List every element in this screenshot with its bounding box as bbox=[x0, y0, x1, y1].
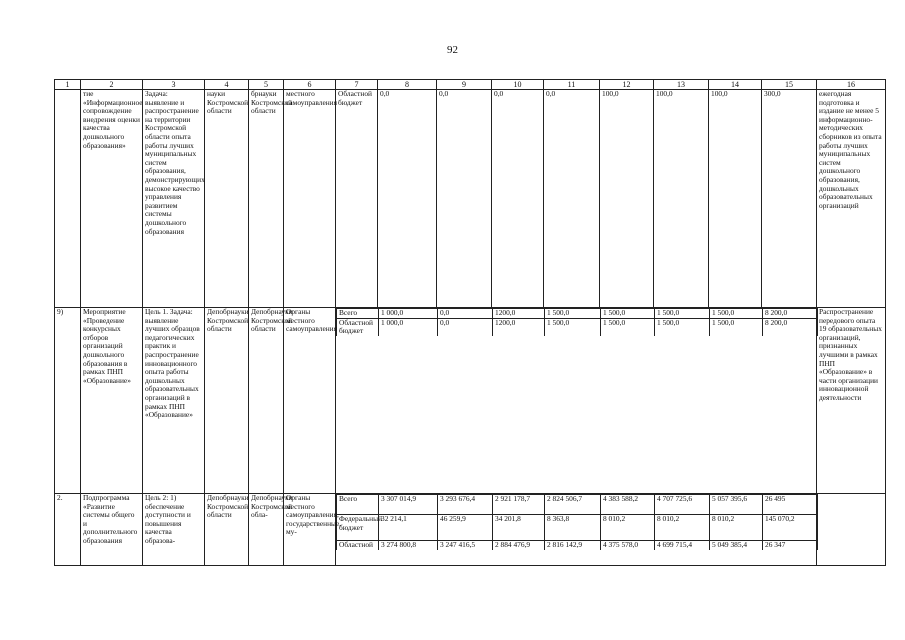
expected-result: Распространение передового опыта 19 образовательных организаций, признанных лучшими в рамках ПНП «Образование» в части организации инновационной деятельности bbox=[817, 308, 886, 494]
amount-cell: 2 884 476,9 bbox=[493, 541, 545, 550]
row-number: 9) bbox=[55, 308, 81, 494]
funding-source: Областной бюджет bbox=[336, 90, 378, 308]
responsible-executor: науки Костромской области bbox=[205, 90, 249, 308]
amount-cell: 1 500,0 bbox=[655, 309, 710, 319]
co-executor: Депобрнауки Костромской обла- bbox=[249, 494, 284, 566]
amount-cell: 8 200,0 bbox=[763, 309, 818, 319]
amount-cell: 34 201,8 bbox=[493, 515, 545, 541]
col-header: 9 bbox=[437, 80, 492, 90]
amount-cell: 4 699 715,4 bbox=[655, 541, 710, 550]
row-number bbox=[55, 90, 81, 308]
amount-cell: 1200,0 bbox=[493, 318, 545, 336]
col-header: 15 bbox=[762, 80, 817, 90]
funding-row bbox=[337, 515, 818, 541]
col-header: 16 bbox=[817, 80, 886, 90]
amount-cell: 1 500,0 bbox=[710, 309, 763, 319]
amount-cell: 5 057 395,6 bbox=[710, 495, 763, 515]
funding-row bbox=[337, 495, 818, 515]
col-header: 5 bbox=[249, 80, 284, 90]
amount-cell: 100,0 bbox=[709, 90, 762, 308]
amount-cell: 1 500,0 bbox=[710, 318, 763, 336]
col-header: 2 bbox=[81, 80, 143, 90]
amount-cell: 3 307 014,9 bbox=[379, 495, 438, 515]
expected-result bbox=[817, 494, 886, 566]
amount-cell: 0,0 bbox=[438, 309, 493, 319]
amount-cell: 300,0 bbox=[762, 90, 817, 308]
funding-row bbox=[337, 541, 818, 550]
funding-row bbox=[337, 318, 818, 336]
funding-block bbox=[336, 494, 817, 566]
col-header: 4 bbox=[205, 80, 249, 90]
amount-cell: 100,0 bbox=[654, 90, 709, 308]
co-executor: брнауки Костромской области bbox=[249, 90, 284, 308]
amount-cell: 1 500,0 bbox=[601, 318, 655, 336]
col-header: 1 bbox=[55, 80, 81, 90]
col-header: 14 bbox=[709, 80, 762, 90]
amount-cell: 26 347 bbox=[763, 541, 818, 550]
row-number: 2. bbox=[55, 494, 81, 566]
funding-source: Всего bbox=[337, 309, 379, 319]
program-table bbox=[54, 79, 886, 566]
col-header: 12 bbox=[600, 80, 654, 90]
page-number: 92 bbox=[447, 44, 458, 56]
measure-name: Подпрограмма «Развитие системы общего и дополнительного образования bbox=[81, 494, 143, 566]
amount-cell: 0,0 bbox=[437, 90, 492, 308]
amount-cell: 0,0 bbox=[544, 90, 600, 308]
col-header: 6 bbox=[284, 80, 336, 90]
funding-source: Всего bbox=[337, 495, 379, 515]
amount-cell: 32 214,1 bbox=[379, 515, 438, 541]
amount-cell: 1 500,0 bbox=[601, 309, 655, 319]
amount-cell: 1 500,0 bbox=[655, 318, 710, 336]
amount-cell: 4 707 725,6 bbox=[655, 495, 710, 515]
amount-cell: 0,0 bbox=[492, 90, 544, 308]
amount-cell: 0,0 bbox=[438, 318, 493, 336]
measure-name: тие «Информационное сопровождение внедрения оценки качества дошкольного образования» bbox=[81, 90, 143, 308]
amount-cell: 3 293 676,4 bbox=[438, 495, 493, 515]
amount-cell: 4 375 578,0 bbox=[601, 541, 655, 550]
amount-cell: 2 921 178,7 bbox=[493, 495, 545, 515]
amount-cell: 46 259,9 bbox=[438, 515, 493, 541]
funding-source: Федеральный бюджет bbox=[337, 515, 379, 541]
amount-cell: 3 247 416,5 bbox=[438, 541, 493, 550]
amount-cell: 1 500,0 bbox=[545, 318, 601, 336]
col-header: 13 bbox=[654, 80, 709, 90]
measure-task: Задача: выявление и распространение на территории Костромской области опыта работы лучших муниципальных систем образования, демонстрирующих высокое качество управления развитием системы дошкольного образования bbox=[143, 90, 205, 308]
partners: Органы местного самоуправления, государственные, му- bbox=[284, 494, 336, 566]
amount-cell: 8 363,8 bbox=[545, 515, 601, 541]
amount-cell: 8 010,2 bbox=[655, 515, 710, 541]
amount-cell: 1 000,0 bbox=[379, 309, 438, 319]
amount-cell: 100,0 bbox=[600, 90, 654, 308]
amount-cell: 145 070,2 bbox=[763, 515, 818, 541]
col-header: 10 bbox=[492, 80, 544, 90]
amount-cell: 8 010,2 bbox=[710, 515, 763, 541]
table-row bbox=[55, 90, 886, 308]
amount-cell: 1 500,0 bbox=[545, 309, 601, 319]
col-header: 7 bbox=[336, 80, 378, 90]
header-row bbox=[55, 80, 886, 90]
funding-source: Областной bbox=[337, 541, 379, 550]
amount-cell: 5 049 385,4 bbox=[710, 541, 763, 550]
funding-row bbox=[337, 309, 818, 319]
amount-cell: 1 000,0 bbox=[379, 318, 438, 336]
amount-cell: 4 383 588,2 bbox=[601, 495, 655, 515]
amount-cell: 26 495 bbox=[763, 495, 818, 515]
col-header: 11 bbox=[544, 80, 600, 90]
funding-source: Областной бюджет bbox=[337, 318, 379, 336]
partners: местного самоуправления bbox=[284, 90, 336, 308]
responsible-executor: Депобрнауки Костромской области bbox=[205, 494, 249, 566]
co-executor: Депобрнауки Костромской области bbox=[249, 308, 284, 494]
amount-cell: 2 816 142,9 bbox=[545, 541, 601, 550]
measure-task: Цель 2: 1) обеспечение доступности и повышения качества образова- bbox=[143, 494, 205, 566]
amount-cell: 0,0 bbox=[378, 90, 437, 308]
expected-result: ежегодная подготовка и издание не менее 5 информационно-методических сборников из опыта работы лучших муниципальных систем дошкольного образования, дошкольных образовательных организаций bbox=[817, 90, 886, 308]
col-header: 3 bbox=[143, 80, 205, 90]
measure-task: Цель 1. Задача: выявление лучших образцов педагогических практик и распространение инновационного опыта работы дошкольных образовательных организаций в рамках ПНП «Образование» bbox=[143, 308, 205, 494]
amount-cell: 1200,0 bbox=[493, 309, 545, 319]
amount-cell: 2 824 506,7 bbox=[545, 495, 601, 515]
funding-block bbox=[336, 308, 817, 494]
measure-name: Мероприятие «Проведение конкурсных отборов организаций дошкольного образования в рамках ПНП «Образование» bbox=[81, 308, 143, 494]
amount-cell: 8 010,2 bbox=[601, 515, 655, 541]
responsible-executor: Депобрнауки Костромской области bbox=[205, 308, 249, 494]
table-row bbox=[55, 494, 886, 566]
partners: Органы местного самоуправления bbox=[284, 308, 336, 494]
amount-cell: 8 200,0 bbox=[763, 318, 818, 336]
table-row bbox=[55, 308, 886, 494]
amount-cell: 3 274 800,8 bbox=[379, 541, 438, 550]
funding-subtable bbox=[336, 494, 818, 550]
funding-subtable bbox=[336, 308, 818, 336]
col-header: 8 bbox=[378, 80, 437, 90]
